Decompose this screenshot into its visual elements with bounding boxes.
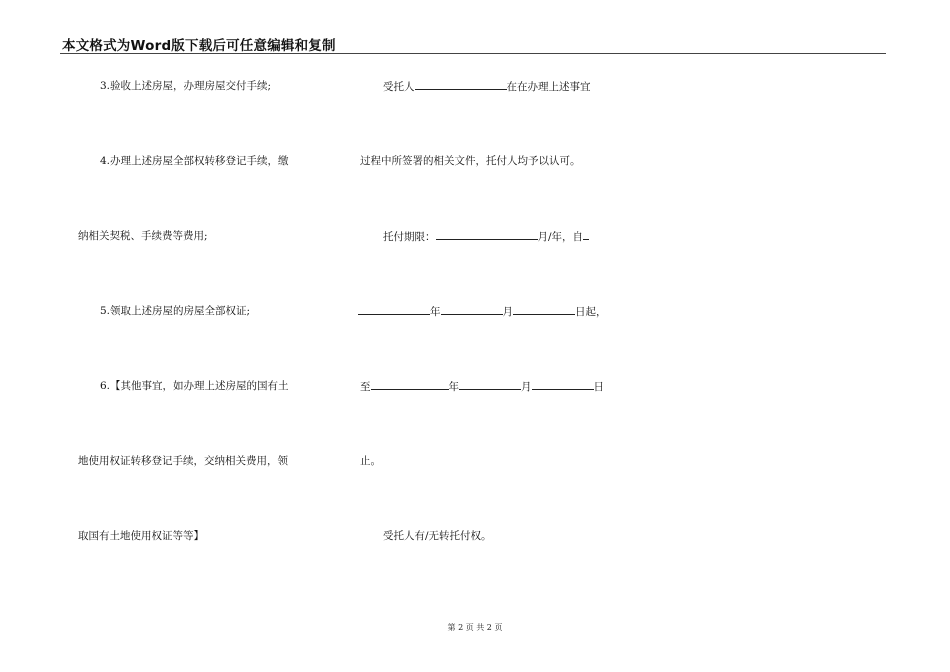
- left-line-2: 4.办理上述房屋全部权转移登记手续，缴: [100, 155, 289, 167]
- trustee-name-blank[interactable]: [415, 79, 507, 90]
- end-year-blank[interactable]: [371, 379, 449, 390]
- term-unit: 月/年，自: [537, 231, 584, 243]
- right-line-4: [358, 304, 607, 319]
- left-line-3: 纳相关契税、手续费等费用;: [78, 230, 208, 242]
- end-year-label: 年: [448, 381, 459, 393]
- trustee-label: 受托人: [383, 81, 415, 93]
- term-label: 托付期限：: [383, 231, 436, 243]
- right-line-3: [383, 229, 589, 244]
- start-year-blank[interactable]: [358, 304, 430, 315]
- end-day-blank[interactable]: [532, 379, 594, 390]
- left-line-6: 地使用权证转移登记手续，交纳相关费用，领: [78, 455, 288, 467]
- page-number-footer: 第 2 页 共 2 页: [447, 623, 503, 632]
- end-month-blank[interactable]: [459, 379, 521, 390]
- right-line-6: 止。: [360, 455, 381, 467]
- right-line-7: 受托人有/无转托付权。: [383, 530, 492, 542]
- end-month-label: 月: [521, 381, 532, 393]
- left-line-5: 6.【其他事宜，如办理上述房屋的国有土: [100, 380, 289, 392]
- end-day-label: 日: [593, 381, 604, 393]
- left-line-4: 5.领取上述房屋的房屋全部权证;: [100, 305, 251, 317]
- header-divider: [60, 53, 886, 54]
- document-header-title: 本文格式为Word版下载后可任意编辑和复制: [62, 38, 336, 54]
- end-prefix: 至: [360, 381, 371, 393]
- left-line-1: 3.验收上述房屋，办理房屋交付手续;: [100, 80, 272, 92]
- start-day-blank[interactable]: [513, 304, 575, 315]
- start-month-blank[interactable]: [441, 304, 503, 315]
- term-length-blank[interactable]: [436, 229, 538, 240]
- term-trailing-blank[interactable]: [583, 229, 589, 240]
- right-line-2: 过程中所签署的相关文件，托付人均予以认可。: [360, 155, 581, 167]
- trustee-clause: 在在办理上述事宜: [506, 81, 591, 93]
- start-year-label: 年: [430, 306, 441, 318]
- left-line-7: 取国有土地使用权证等等】: [78, 530, 204, 542]
- start-month-label: 月: [502, 306, 513, 318]
- right-line-5: [360, 379, 604, 394]
- right-line-1: [383, 79, 591, 94]
- start-day-label: 日起，: [575, 306, 607, 318]
